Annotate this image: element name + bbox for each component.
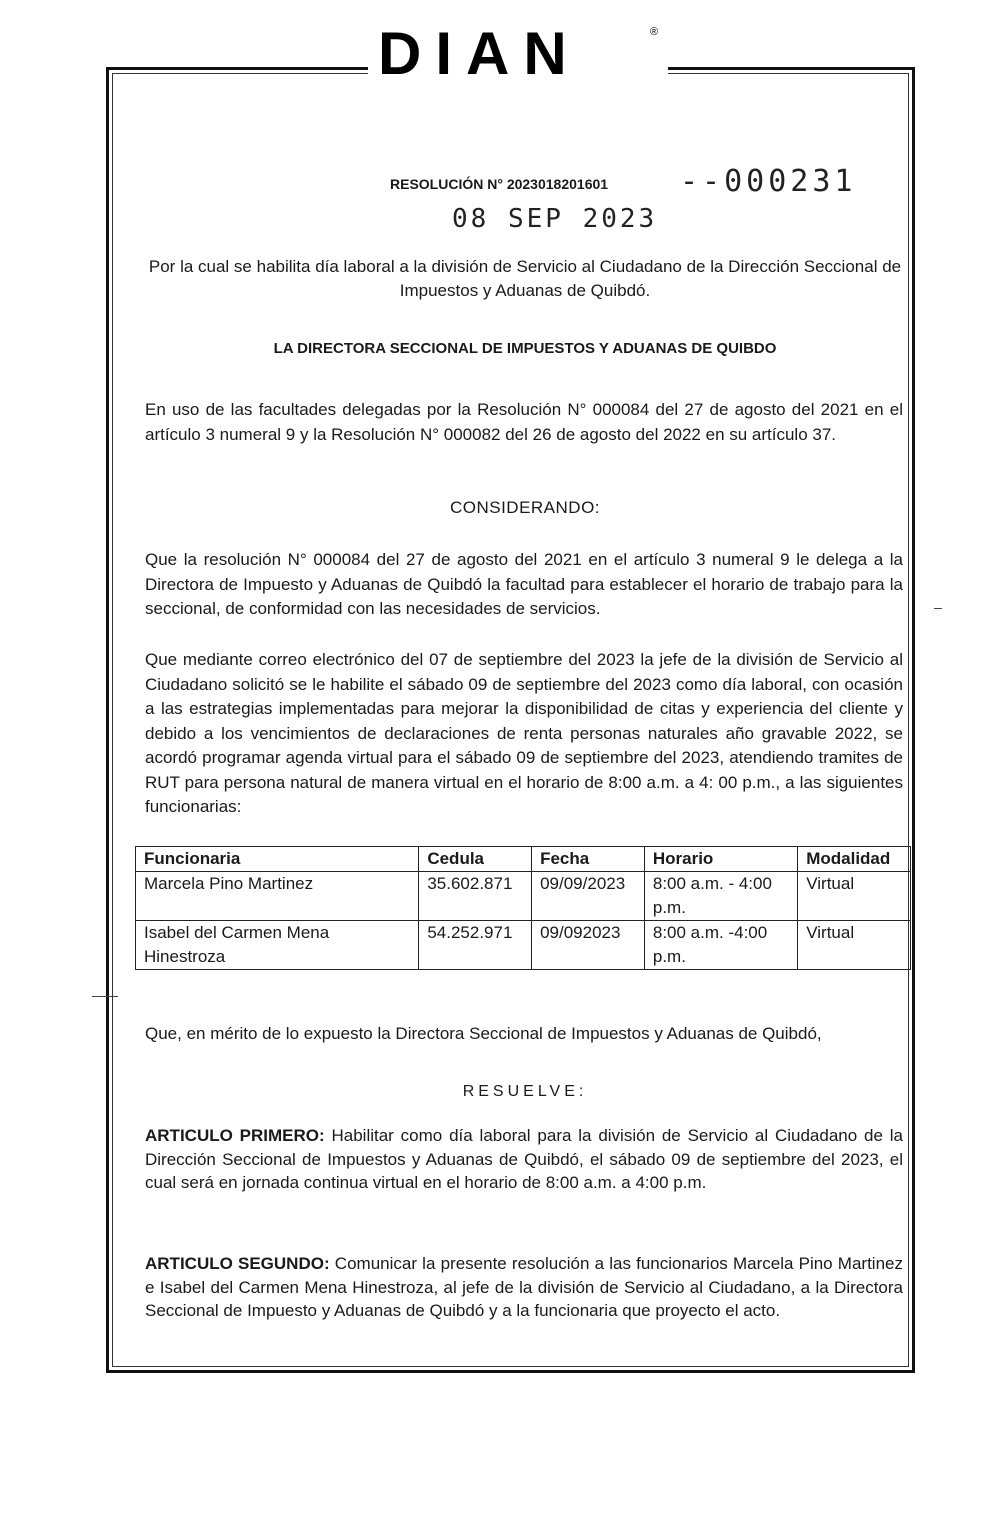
considerando-paragraph-2: Que mediante correo electrónico del 07 de septiembre del 2023 la jefe de la división de Servicio al Ciudadano solicitó se le habilite el sábado 09 de septiembre del 2023 como día laboral, con ocasión a las estrategias implementadas para mejorar la disponibilidad de citas y experiencia del cliente y debido a los vencimientos de declaraciones de renta personas naturales año gravable 2022, se acordó programar agenda virtual para el sábado 09 de septiembre del 2023, atendiendo tramites de RUT para persona natural de manera virtual en el horario de 8:00 a.m. a 4: 00 p.m., a las siguientes funcionarias: bbox=[145, 650, 903, 816]
scan-mark bbox=[934, 608, 942, 609]
table-header: Modalidad bbox=[798, 847, 911, 872]
table-header: Funcionaria bbox=[136, 847, 419, 872]
table-cell: Virtual bbox=[798, 872, 911, 921]
funcionarias-table bbox=[135, 846, 911, 970]
table-header: Fecha bbox=[532, 847, 645, 872]
table-cell: Marcela Pino Martinez bbox=[136, 872, 419, 921]
issuer-heading: LA DIRECTORA SECCIONAL DE IMPUESTOS Y ADUANAS DE QUIBDO bbox=[273, 340, 777, 357]
resolution-number-handwritten: --000231 bbox=[680, 164, 857, 199]
considerando-paragraph-3: Que, en mérito de lo expuesto la Directora Seccional de Impuestos y Aduanas de Quibdó, bbox=[145, 1024, 822, 1043]
table-cell: 8:00 a.m. - 4:00 p.m. bbox=[644, 872, 797, 921]
resolution-date-handwritten: 08 SEP 2023 bbox=[452, 204, 658, 234]
table-cell: 09/092023 bbox=[532, 921, 645, 970]
table-cell: Isabel del Carmen Mena Hinestroza bbox=[136, 921, 419, 970]
resuelve-title: RESUELVE: bbox=[462, 1083, 588, 1100]
table-header: Cedula bbox=[419, 847, 532, 872]
table-row bbox=[136, 921, 911, 970]
articulo-segundo-label: ARTICULO SEGUNDO: bbox=[145, 1254, 330, 1273]
table-header: Horario bbox=[644, 847, 797, 872]
table-cell: Virtual bbox=[798, 921, 911, 970]
table-header-row bbox=[136, 847, 911, 872]
articulo-primero-label: ARTICULO PRIMERO: bbox=[145, 1126, 325, 1145]
considerando-paragraph-1: Que la resolución N° 000084 del 27 de agosto del 2021 en el artículo 3 numeral 9 le delega a la Directora de Impuesto y Aduanas de Quibdó la facultad para establecer el horario de trabajo para la seccional, de conformidad con las necesidades de servicios. bbox=[145, 550, 903, 618]
articulo-segundo bbox=[145, 1252, 903, 1323]
resolution-subject: Por la cual se habilita día laboral a la división de Servicio al Ciudadano de la Dirección Seccional de Impuestos y Aduanas de Quibdó. bbox=[148, 257, 902, 300]
considerando-title: CONSIDERANDO: bbox=[449, 498, 601, 517]
table-cell: 09/09/2023 bbox=[532, 872, 645, 921]
articulo-primero bbox=[145, 1124, 903, 1195]
scan-mark bbox=[92, 996, 118, 997]
dian-logo: DIAN bbox=[378, 20, 581, 87]
articulo-primero-text: Habilitar como día laboral para la división de Servicio al Ciudadano de la Dirección Seccional de Impuestos y Aduanas de Quibdó, el sábado 09 de septiembre del 2023, el cual será en jornada continua virtual en el horario de 8:00 a.m. a 4:00 p.m. bbox=[145, 1126, 903, 1192]
preamble-paragraph: En uso de las facultades delegadas por la Resolución N° 000084 del 27 de agosto del 2021 en el artículo 3 numeral 9 y la Resolución N° 000082 del 26 de agosto del 2022 en su artículo 37. bbox=[145, 400, 903, 444]
registered-mark: ® bbox=[650, 26, 659, 38]
table-cell: 54.252.971 bbox=[419, 921, 532, 970]
table-cell: 35.602.871 bbox=[419, 872, 532, 921]
resolution-label: RESOLUCIÓN N° 2023018201601 bbox=[390, 176, 609, 192]
table-row bbox=[136, 872, 911, 921]
table-cell: 8:00 a.m. -4:00 p.m. bbox=[644, 921, 797, 970]
articulo-segundo-text: Comunicar la presente resolución a las funcionarios Marcela Pino Martinez e Isabel del Carmen Mena Hinestroza, al jefe de la división de Servicio al Ciudadano, a la Directora Seccional de Impuesto y Aduanas de Quibdó y a la funcionaria que proyecto el acto. bbox=[145, 1254, 903, 1320]
